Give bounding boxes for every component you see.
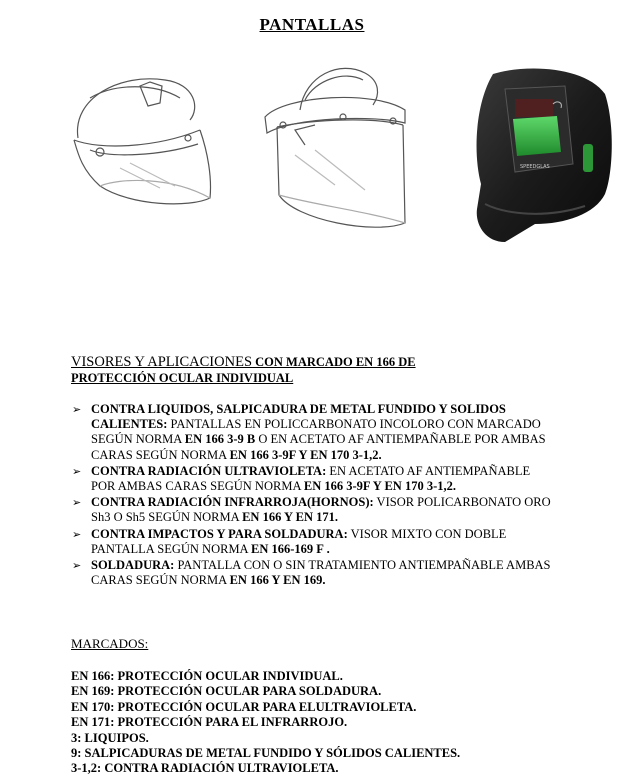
marcados-list (71, 669, 460, 777)
list-item (72, 464, 552, 494)
list-item (72, 527, 552, 557)
marking-line: 9: SALPICADURAS DE METAL FUNDIDO Y SÓLIDOS CALIENTES. (71, 746, 461, 761)
section-heading-sub: CON MARCADO EN 166 DE (252, 355, 416, 369)
list-item (72, 558, 552, 588)
shield-headband-drawing (255, 55, 425, 240)
list-item (72, 402, 552, 463)
section-heading-main: VISORES Y APLICACIONES (71, 354, 253, 370)
item-norm: EN 166 3-9 B (184, 432, 256, 447)
arrow-bullet-icon: ➢ (72, 496, 82, 510)
marking-line: EN 166: PROTECCIÓN OCULAR INDIVIDUAL. (71, 669, 343, 683)
shield-cap-drawing (60, 58, 230, 218)
item-lead: CONTRA LIQUIDOS, SALPICADURA DE METAL FUNDIDO Y SOLIDOS CALIENTES: (91, 402, 506, 432)
item-text: EN ACETATO AF ANTIEMPAÑABLE POR AMBAS CARAS SEGÚN NORMA (91, 463, 531, 494)
item-norm: EN 166-169 F . (251, 541, 330, 556)
item-norm: EN 166 Y EN 171. (242, 510, 339, 525)
section-heading-line2: PROTECCIÓN OCULAR INDIVIDUAL (71, 371, 294, 385)
arrow-bullet-icon: ➢ (72, 403, 82, 416)
item-text-2: O EN ACETATO AF ANTIEMPAÑABLE POR AMBAS CARAS SEGÚN NORMA (91, 432, 546, 462)
marcados-heading: MARCADOS: (71, 636, 149, 651)
marking-line: 3: LIQUIPOS. (71, 730, 149, 745)
item-text: PANTALLA CON O SIN TRATAMIENTO ANTIEMPAÑABLE AMBAS CARAS SEGÚN NORMA (91, 558, 551, 588)
item-lead: CONTRA RADIACIÓN ULTRAVIOLETA: (91, 463, 327, 478)
arrow-bullet-icon: ➢ (72, 527, 82, 541)
arrow-bullet-icon: ➢ (72, 464, 82, 478)
item-norm: EN 166 3-9F Y EN 170 3-1,2. (303, 479, 456, 494)
face-shield-headband-image (255, 55, 425, 240)
item-lead: CONTRA IMPACTOS Y PARA SOLDADURA: (91, 526, 348, 541)
face-shield-cap-image (60, 58, 230, 218)
item-text: PANTALLAS EN POLICCARBONATO INCOLORO CON MARCADO SEGÚN NORMA (91, 417, 541, 447)
item-text: VISOR MIXTO CON DOBLE PANTALLA SEGÚN NORMA (91, 526, 507, 556)
marking-line: 3-1,2: CONTRA RADIACIÓN ULTRAVIOLETA. (71, 761, 339, 776)
marking-line: EN 171: PROTECCIÓN PARA EL INFRARROJO. (71, 715, 348, 730)
section-heading (71, 354, 501, 386)
marking-line: EN 169: PROTECCIÓN OCULAR PARA SOLDADURA. (71, 684, 382, 699)
item-lead: CONTRA RADIACIÓN INFRARROJA(HORNOS): (91, 495, 374, 510)
welding-helmet-image (465, 64, 615, 248)
svg-text:SPEEDGLAS: SPEEDGLAS (520, 164, 550, 170)
page-title: PANTALLAS (259, 15, 365, 34)
applications-list (72, 402, 552, 589)
welding-helmet-drawing (465, 64, 615, 248)
item-text: VISOR POLICARBONATO ORO Sh3 O Sh5 SEGÚN NORMA (91, 495, 551, 525)
list-item (72, 495, 552, 525)
item-lead: SOLDADURA: (91, 558, 175, 573)
item-norm-2: EN 166 3-9F Y EN 170 3-1,2. (229, 447, 382, 462)
arrow-bullet-icon: ➢ (72, 559, 82, 573)
item-norm: EN 166 Y EN 169. (229, 573, 326, 588)
marking-line: EN 170: PROTECCIÓN OCULAR PARA ELULTRAVIOLETA. (71, 699, 417, 714)
